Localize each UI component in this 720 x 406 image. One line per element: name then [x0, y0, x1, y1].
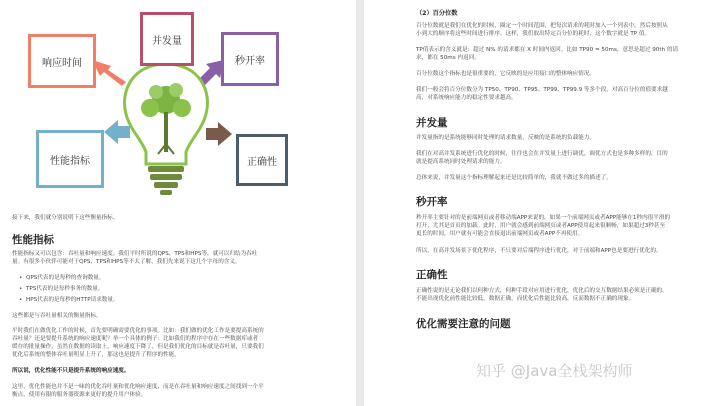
zhihu-watermark: 知乎 @Java全栈架构师 — [476, 362, 633, 380]
paragraph-line: 我们在对高并发系统进行优化的时候，往往也会在并发量上进行调优，调优方式也是多种多样的，目的 — [416, 151, 668, 157]
paragraph-line: 求，都在 50ms 内返回。 — [416, 55, 480, 61]
paragraph: 并发量指的是系统能够同时处理的请求数量，反映的是系统的负载能力。 — [416, 135, 596, 141]
tree-leaf — [141, 99, 159, 117]
paragraph-line: 优化后系统的整体吞吐量明显上升了，那这也是提升了程序的性能。 — [12, 352, 180, 358]
tree-leaf — [169, 83, 183, 97]
paragraph: 总体来说，并发量这个指标理解起来还是比较简单的，我就不做过多的描述了。 — [416, 175, 612, 181]
bulb-base — [148, 166, 184, 172]
paragraph-line: 这里，优化性能也并不是一味的优化吞吐量和优化响应速度，而是在吞吐量和响应速度之间找到一个平 — [12, 384, 264, 390]
tree-leaf — [173, 99, 191, 117]
bold-statement: 所以说，优化性能不只是提升系统的响应速度。 — [12, 368, 130, 374]
heading-open-rate: 秒开率 — [416, 196, 448, 208]
bullet-item: • QPS代表的是每秒的查询数量。 — [26, 274, 104, 282]
paragraph-line: 更长的时间，用户就有可能会直接退出前端网页或者APP不再使用。 — [416, 231, 584, 237]
bulb-base — [150, 174, 182, 180]
paragraph: 百分位数这个指标也是很重要的，它反映的是应用接口的整体响应情况。 — [416, 71, 596, 77]
paragraph-line: 不能出现优化前性能比较低，数据正确，而优化后性能比较高，反而数据不正确的现象。 — [416, 296, 635, 302]
bullet-item: • TPS代表的是每秒事务的数量。 — [26, 285, 103, 293]
paragraph-line: 衡点，使用有限的服务器资源来更好的提升用户体验。 — [12, 392, 147, 398]
paragraph-line: 就是提高系统同时处理请求的能力。 — [416, 159, 506, 165]
paragraph-line: 吞吐量？还是要提升系统的响应速度呢？举一个具体的例子：比如我们的程序中存在一些数据库或者 — [12, 336, 259, 342]
tree-leaf — [149, 85, 163, 99]
correctness-box: 正确性 — [236, 134, 288, 186]
paragraph-line: 平时我们在做优化工作的时候，首先要明确需要优化的事项。比如：我们做的优化工作是要提高系统的 — [12, 328, 264, 334]
bulb-base — [154, 182, 178, 188]
paragraph-line: 百分位数就是我们在优化的时候，圈定一个时间范围，把每次请求的耗时加入一个列表中，然后按照从 — [416, 23, 668, 29]
heading-performance-metrics: 性能指标 — [12, 234, 54, 246]
paragraph-line: 高，对系统响应能力的稳定性要求越高。 — [416, 95, 517, 101]
heading-optimization-issues: 优化需要注意的问题 — [416, 318, 511, 330]
arrow-to-correctness — [206, 122, 232, 146]
paragraph-line: TP值表示的含义就是：超过 N% 的请求都在 X 时间内返回。比如 TP90 = 50ms，意思是超过 90th 的请 — [416, 47, 679, 53]
concurrency-box: 并发量 — [140, 12, 194, 66]
paragraph-line: 打开，尤其是首页的加载。此时，用户就会感到前端网页或者APP使用起来很顺畅，如果超过3秒甚至 — [416, 223, 666, 229]
paragraph-line: 正确性说的是无论我们以何种方式，何种手段对应用进行优化，优化后的交互数据结果必须是正确的。 — [416, 288, 668, 294]
paragraph-line: 小到大的顺序将这些时间进行排序。这样，我们取出特定百分位的耗时，这个数字就是 TP 值。 — [416, 31, 651, 37]
performance-metrics-box: 性能指标 — [36, 130, 104, 188]
performance-metrics-diagram — [8, 4, 348, 204]
response-time-box: 响应时间 — [28, 34, 96, 88]
paragraph: 所以，在高并发场景下优化程序，不只要对后端程序进行优化，对于前端和APP也是要进行优化的。 — [416, 248, 662, 254]
arrow-to-performance — [104, 120, 130, 144]
heading-correctness: 正确性 — [416, 269, 448, 281]
bullet-item: • HPS代表的是每秒的HTTP请求数量。 — [26, 296, 119, 304]
paragraph-line: 我们一般会将百分位数分为 TP50、TP90、TP95、TP99、TP99.9 等多个段，对高百分位的值要求越 — [416, 87, 668, 93]
paragraph-line: 量。有很多小伙伴可能对于QPS、TPS和HPS等不太了解，我们先来说下这几个字母的含义。 — [12, 259, 241, 265]
paragraph-line: 性能指标又可以包含：吞吐量和响应速度。我们平时所说的QPS、TPS和HPS等，就可以归结为吞吐 — [12, 251, 258, 257]
paragraph-line: 秒开率主要针对的是前端网页或者移动端APP来说的，如果一个前端网页或者APP能够在1秒内很平滑的 — [416, 215, 671, 221]
intro-text: 接下来，我们就分别说明下这些衡量指标。 — [12, 215, 119, 221]
left-page — [0, 0, 356, 406]
heading-percentile: （2）百分位数 — [416, 10, 458, 17]
bulb-tip — [160, 190, 172, 195]
paragraph: 这些都是与吞吐量相关的衡量指标。 — [12, 313, 102, 319]
arrow-to-response — [92, 60, 126, 86]
right-page — [364, 0, 720, 406]
open-rate-box: 秒开率 — [221, 32, 279, 86]
heading-concurrency: 并发量 — [416, 117, 448, 129]
paragraph-line: 缓存的批量操作，虽然在数据的读取上，响应速度下降了，但是我们优化的目标就是吞吐量，只要我们 — [12, 344, 264, 350]
